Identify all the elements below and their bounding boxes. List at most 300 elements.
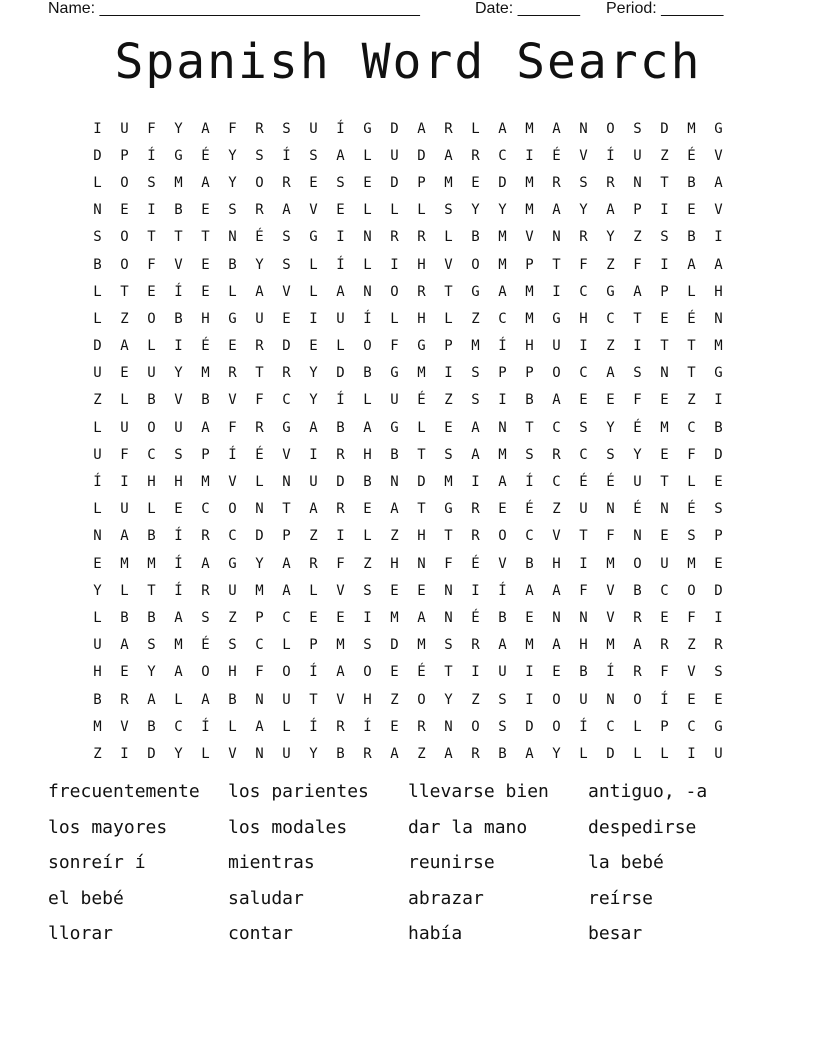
- grid-letter: D: [147, 745, 156, 762]
- grid-letter: V: [606, 609, 615, 626]
- grid-letter: E: [660, 609, 669, 626]
- grid-letter: S: [606, 446, 615, 463]
- grid-letter: V: [282, 283, 291, 300]
- grid-letter: I: [93, 120, 102, 137]
- grid-letter: B: [714, 419, 723, 436]
- grid-letter: A: [147, 691, 156, 708]
- grid-letter: S: [633, 365, 642, 382]
- grid-row: [84, 686, 732, 713]
- word-list-item: sonreír í: [48, 852, 146, 874]
- grid-letter: E: [174, 501, 183, 518]
- grid-letter: S: [498, 691, 507, 708]
- grid-letter: B: [228, 691, 237, 708]
- grid-letter: G: [390, 419, 399, 436]
- grid-letter: B: [120, 609, 129, 626]
- grid-letter: A: [633, 283, 642, 300]
- grid-letter: M: [93, 718, 102, 735]
- grid-letter: E: [309, 609, 318, 626]
- grid-letter: A: [255, 283, 264, 300]
- grid-letter: C: [687, 718, 696, 735]
- grid-letter: R: [363, 745, 372, 762]
- grid-letter: E: [363, 501, 372, 518]
- grid-letter: É: [201, 637, 210, 654]
- grid-letter: Í: [336, 256, 345, 273]
- grid-letter: Y: [255, 555, 264, 572]
- grid-letter: Í: [336, 120, 345, 137]
- grid-letter: T: [255, 365, 264, 382]
- grid-letter: O: [363, 664, 372, 681]
- word-list-item: reírse: [588, 887, 654, 909]
- grid-letter: S: [471, 365, 480, 382]
- grid-letter: E: [714, 691, 723, 708]
- grid-letter: N: [363, 283, 372, 300]
- grid-letter: O: [255, 174, 264, 191]
- grid-letter: Z: [471, 310, 480, 327]
- grid-letter: S: [498, 718, 507, 735]
- grid-letter: O: [228, 501, 237, 518]
- grid-letter: I: [174, 338, 183, 355]
- word-list-item: abrazar: [408, 887, 484, 909]
- grid-letter: L: [660, 745, 669, 762]
- grid-letter: L: [255, 474, 264, 491]
- grid-letter: A: [363, 419, 372, 436]
- grid-letter: H: [417, 528, 426, 545]
- grid-letter: T: [282, 501, 291, 518]
- grid-letter: U: [120, 419, 129, 436]
- grid-letter: É: [606, 474, 615, 491]
- grid-letter: L: [228, 283, 237, 300]
- grid-letter: T: [201, 229, 210, 246]
- grid-row: [84, 197, 732, 224]
- grid-letter: A: [606, 202, 615, 219]
- grid-letter: E: [309, 174, 318, 191]
- grid-letter: S: [201, 609, 210, 626]
- grid-letter: R: [255, 120, 264, 137]
- grid-letter: R: [444, 120, 453, 137]
- grid-letter: A: [714, 174, 723, 191]
- grid-letter: B: [363, 365, 372, 382]
- grid-letter: Z: [660, 147, 669, 164]
- grid-letter: U: [93, 446, 102, 463]
- grid-letter: D: [93, 338, 102, 355]
- grid-letter: Y: [93, 582, 102, 599]
- grid-letter: U: [228, 582, 237, 599]
- grid-letter: Z: [606, 338, 615, 355]
- grid-letter: Í: [498, 582, 507, 599]
- grid-letter: V: [174, 256, 183, 273]
- grid-letter: A: [552, 392, 561, 409]
- grid-letter: F: [687, 446, 696, 463]
- grid-letter: L: [444, 310, 453, 327]
- grid-letter: P: [714, 528, 723, 545]
- grid-letter: É: [201, 147, 210, 164]
- grid-letter: M: [714, 338, 723, 355]
- grid-letter: Í: [93, 474, 102, 491]
- grid-row: [84, 713, 732, 740]
- grid-letter: I: [579, 555, 588, 572]
- grid-letter: N: [390, 474, 399, 491]
- grid-letter: U: [120, 501, 129, 518]
- grid-letter: A: [282, 582, 291, 599]
- grid-letter: R: [633, 664, 642, 681]
- grid-letter: I: [714, 609, 723, 626]
- grid-letter: D: [390, 174, 399, 191]
- grid-letter: A: [498, 283, 507, 300]
- grid-letter: S: [660, 229, 669, 246]
- grid-letter: B: [687, 229, 696, 246]
- grid-letter: Y: [255, 256, 264, 273]
- grid-letter: E: [390, 664, 399, 681]
- grid-row: [84, 305, 732, 332]
- grid-letter: H: [363, 691, 372, 708]
- word-list-item: mientras: [228, 852, 315, 874]
- grid-letter: V: [228, 474, 237, 491]
- grid-letter: I: [687, 745, 696, 762]
- grid-letter: E: [579, 392, 588, 409]
- grid-letter: M: [498, 229, 507, 246]
- grid-letter: G: [471, 283, 480, 300]
- grid-letter: Í: [282, 147, 291, 164]
- grid-letter: C: [201, 501, 210, 518]
- grid-letter: V: [174, 392, 183, 409]
- grid-letter: U: [120, 120, 129, 137]
- grid-letter: F: [660, 664, 669, 681]
- grid-letter: B: [147, 718, 156, 735]
- grid-letter: E: [120, 664, 129, 681]
- grid-letter: A: [687, 256, 696, 273]
- grid-letter: C: [498, 147, 507, 164]
- word-list-item: antiguo, -a: [588, 781, 708, 802]
- grid-letter: R: [255, 419, 264, 436]
- grid-letter: A: [282, 555, 291, 572]
- grid-letter: E: [336, 609, 345, 626]
- grid-letter: Z: [417, 745, 426, 762]
- grid-letter: S: [579, 419, 588, 436]
- grid-letter: L: [633, 718, 642, 735]
- grid-letter: C: [660, 582, 669, 599]
- grid-letter: G: [714, 718, 723, 735]
- grid-letter: É: [552, 147, 561, 164]
- grid-letter: I: [471, 474, 480, 491]
- grid-letter: L: [147, 501, 156, 518]
- grid-letter: C: [228, 528, 237, 545]
- grid-letter: B: [633, 582, 642, 599]
- grid-letter: D: [417, 474, 426, 491]
- grid-letter: T: [660, 174, 669, 191]
- grid-letter: E: [282, 310, 291, 327]
- grid-letter: R: [552, 174, 561, 191]
- grid-letter: U: [714, 745, 723, 762]
- grid-letter: E: [687, 202, 696, 219]
- grid-letter: A: [336, 664, 345, 681]
- grid-letter: N: [444, 718, 453, 735]
- grid-letter: A: [201, 691, 210, 708]
- grid-row: [84, 740, 732, 767]
- word-list-item: llorar: [48, 923, 114, 945]
- grid-letter: M: [525, 202, 534, 219]
- grid-letter: Y: [606, 229, 615, 246]
- grid-letter: G: [363, 120, 372, 137]
- grid-letter: R: [282, 174, 291, 191]
- grid-letter: N: [444, 609, 453, 626]
- grid-letter: C: [579, 283, 588, 300]
- word-list-item: reunirse: [408, 852, 495, 874]
- grid-letter: M: [471, 338, 480, 355]
- grid-letter: L: [282, 718, 291, 735]
- grid-letter: B: [525, 392, 534, 409]
- grid-letter: Y: [228, 147, 237, 164]
- grid-letter: I: [552, 283, 561, 300]
- grid-letter: B: [147, 392, 156, 409]
- grid-letter: R: [417, 718, 426, 735]
- grid-letter: B: [687, 174, 696, 191]
- grid-letter: I: [336, 528, 345, 545]
- grid-letter: B: [525, 555, 534, 572]
- grid-row: [84, 659, 732, 686]
- grid-letter: Z: [633, 229, 642, 246]
- grid-letter: E: [498, 501, 507, 518]
- grid-letter: N: [633, 174, 642, 191]
- grid-letter: V: [444, 256, 453, 273]
- grid-letter: O: [417, 691, 426, 708]
- grid-letter: N: [93, 202, 102, 219]
- grid-letter: Y: [444, 691, 453, 708]
- grid-letter: Í: [309, 664, 318, 681]
- grid-letter: A: [498, 120, 507, 137]
- grid-letter: I: [525, 147, 534, 164]
- grid-letter: R: [201, 528, 210, 545]
- grid-letter: H: [174, 474, 183, 491]
- grid-letter: P: [444, 338, 453, 355]
- grid-letter: S: [633, 120, 642, 137]
- grid-letter: A: [120, 637, 129, 654]
- grid-letter: O: [471, 256, 480, 273]
- grid-letter: T: [417, 446, 426, 463]
- grid-letter: L: [282, 637, 291, 654]
- grid-letter: D: [606, 745, 615, 762]
- grid-letter: S: [147, 637, 156, 654]
- grid-letter: M: [120, 555, 129, 572]
- grid-letter: R: [714, 637, 723, 654]
- grid-letter: M: [390, 609, 399, 626]
- word-list-item: frecuentemente: [48, 781, 200, 802]
- grid-letter: G: [714, 365, 723, 382]
- word-list: [48, 780, 768, 946]
- grid-letter: E: [660, 310, 669, 327]
- grid-letter: D: [498, 174, 507, 191]
- grid-letter: H: [417, 256, 426, 273]
- grid-letter: B: [174, 310, 183, 327]
- grid-letter: M: [606, 555, 615, 572]
- grid-letter: U: [390, 147, 399, 164]
- grid-letter: U: [498, 664, 507, 681]
- grid-letter: G: [228, 310, 237, 327]
- grid-letter: B: [228, 256, 237, 273]
- grid-letter: A: [201, 174, 210, 191]
- grid-letter: I: [525, 664, 534, 681]
- grid-letter: E: [471, 174, 480, 191]
- grid-letter: P: [660, 283, 669, 300]
- grid-letter: L: [93, 419, 102, 436]
- grid-letter: N: [417, 555, 426, 572]
- grid-letter: N: [228, 229, 237, 246]
- grid-letter: S: [282, 256, 291, 273]
- grid-letter: Í: [174, 283, 183, 300]
- grid-letter: U: [93, 365, 102, 382]
- grid-letter: N: [579, 120, 588, 137]
- grid-letter: I: [660, 256, 669, 273]
- grid-letter: F: [120, 446, 129, 463]
- grid-letter: V: [606, 582, 615, 599]
- grid-letter: Í: [228, 446, 237, 463]
- grid-letter: P: [525, 256, 534, 273]
- grid-letter: S: [687, 528, 696, 545]
- grid-letter: S: [309, 147, 318, 164]
- grid-letter: I: [579, 338, 588, 355]
- grid-letter: N: [255, 501, 264, 518]
- grid-letter: Y: [147, 664, 156, 681]
- grid-letter: B: [201, 392, 210, 409]
- grid-letter: R: [417, 283, 426, 300]
- grid-letter: F: [255, 664, 264, 681]
- grid-letter: E: [444, 419, 453, 436]
- grid-row: [84, 632, 732, 659]
- grid-letter: É: [255, 446, 264, 463]
- grid-letter: U: [93, 637, 102, 654]
- grid-letter: T: [444, 664, 453, 681]
- grid-letter: H: [417, 310, 426, 327]
- grid-letter: M: [687, 120, 696, 137]
- grid-letter: R: [633, 609, 642, 626]
- grid-letter: U: [660, 555, 669, 572]
- grid-letter: V: [579, 147, 588, 164]
- grid-letter: T: [687, 365, 696, 382]
- grid-letter: Y: [174, 745, 183, 762]
- grid-letter: B: [579, 664, 588, 681]
- grid-letter: H: [525, 338, 534, 355]
- grid-letter: I: [336, 229, 345, 246]
- grid-letter: Y: [579, 202, 588, 219]
- grid-letter: H: [579, 310, 588, 327]
- grid-letter: U: [147, 365, 156, 382]
- grid-letter: L: [309, 582, 318, 599]
- grid-letter: É: [201, 338, 210, 355]
- grid-row: [84, 169, 732, 196]
- grid-letter: V: [714, 147, 723, 164]
- grid-letter: L: [93, 174, 102, 191]
- grid-letter: M: [417, 365, 426, 382]
- grid-letter: O: [363, 338, 372, 355]
- grid-letter: T: [687, 338, 696, 355]
- grid-letter: S: [444, 637, 453, 654]
- grid-letter: M: [660, 419, 669, 436]
- grid-letter: P: [417, 174, 426, 191]
- grid-letter: E: [336, 202, 345, 219]
- grid-letter: I: [363, 609, 372, 626]
- grid-letter: S: [363, 637, 372, 654]
- grid-letter: Z: [228, 609, 237, 626]
- grid-letter: T: [579, 528, 588, 545]
- grid-letter: M: [336, 637, 345, 654]
- grid-letter: S: [93, 229, 102, 246]
- grid-letter: L: [120, 392, 129, 409]
- grid-letter: Z: [120, 310, 129, 327]
- grid-letter: A: [282, 202, 291, 219]
- grid-letter: O: [147, 419, 156, 436]
- grid-letter: L: [174, 691, 183, 708]
- grid-letter: A: [714, 256, 723, 273]
- grid-letter: V: [120, 718, 129, 735]
- grid-letter: L: [93, 310, 102, 327]
- grid-letter: S: [471, 392, 480, 409]
- grid-letter: A: [174, 609, 183, 626]
- grid-letter: L: [363, 528, 372, 545]
- grid-letter: S: [228, 202, 237, 219]
- grid-letter: M: [525, 310, 534, 327]
- grid-letter: U: [552, 338, 561, 355]
- grid-row: [84, 115, 732, 142]
- grid-letter: M: [444, 474, 453, 491]
- grid-letter: V: [228, 745, 237, 762]
- grid-letter: Í: [174, 528, 183, 545]
- grid-letter: Y: [606, 419, 615, 436]
- grid-letter: É: [579, 474, 588, 491]
- grid-letter: A: [120, 338, 129, 355]
- grid-row: [84, 224, 732, 251]
- grid-letter: P: [498, 365, 507, 382]
- grid-letter: T: [147, 582, 156, 599]
- grid-letter: D: [336, 474, 345, 491]
- grid-letter: H: [363, 446, 372, 463]
- grid-letter: U: [336, 310, 345, 327]
- grid-letter: Í: [606, 147, 615, 164]
- grid-letter: L: [363, 202, 372, 219]
- grid-letter: D: [525, 718, 534, 735]
- grid-letter: B: [93, 256, 102, 273]
- grid-letter: O: [471, 718, 480, 735]
- grid-letter: A: [336, 283, 345, 300]
- grid-letter: É: [633, 501, 642, 518]
- grid-letter: L: [147, 338, 156, 355]
- grid-letter: Y: [174, 365, 183, 382]
- grid-letter: L: [120, 582, 129, 599]
- grid-letter: A: [255, 718, 264, 735]
- grid-letter: P: [525, 365, 534, 382]
- grid-letter: E: [525, 609, 534, 626]
- grid-letter: Y: [633, 446, 642, 463]
- grid-letter: D: [714, 582, 723, 599]
- grid-letter: F: [228, 120, 237, 137]
- grid-letter: É: [417, 664, 426, 681]
- grid-letter: S: [444, 446, 453, 463]
- grid-letter: U: [579, 501, 588, 518]
- grid-letter: S: [255, 147, 264, 164]
- grid-letter: D: [336, 365, 345, 382]
- grid-letter: M: [201, 365, 210, 382]
- grid-letter: É: [687, 147, 696, 164]
- grid-row: [84, 333, 732, 360]
- grid-letter: Í: [174, 555, 183, 572]
- grid-letter: C: [552, 419, 561, 436]
- grid-letter: S: [174, 446, 183, 463]
- grid-letter: E: [660, 392, 669, 409]
- grid-letter: A: [498, 474, 507, 491]
- grid-letter: I: [471, 582, 480, 599]
- grid-letter: T: [660, 338, 669, 355]
- grid-letter: B: [174, 202, 183, 219]
- grid-letter: L: [687, 474, 696, 491]
- grid-letter: C: [282, 609, 291, 626]
